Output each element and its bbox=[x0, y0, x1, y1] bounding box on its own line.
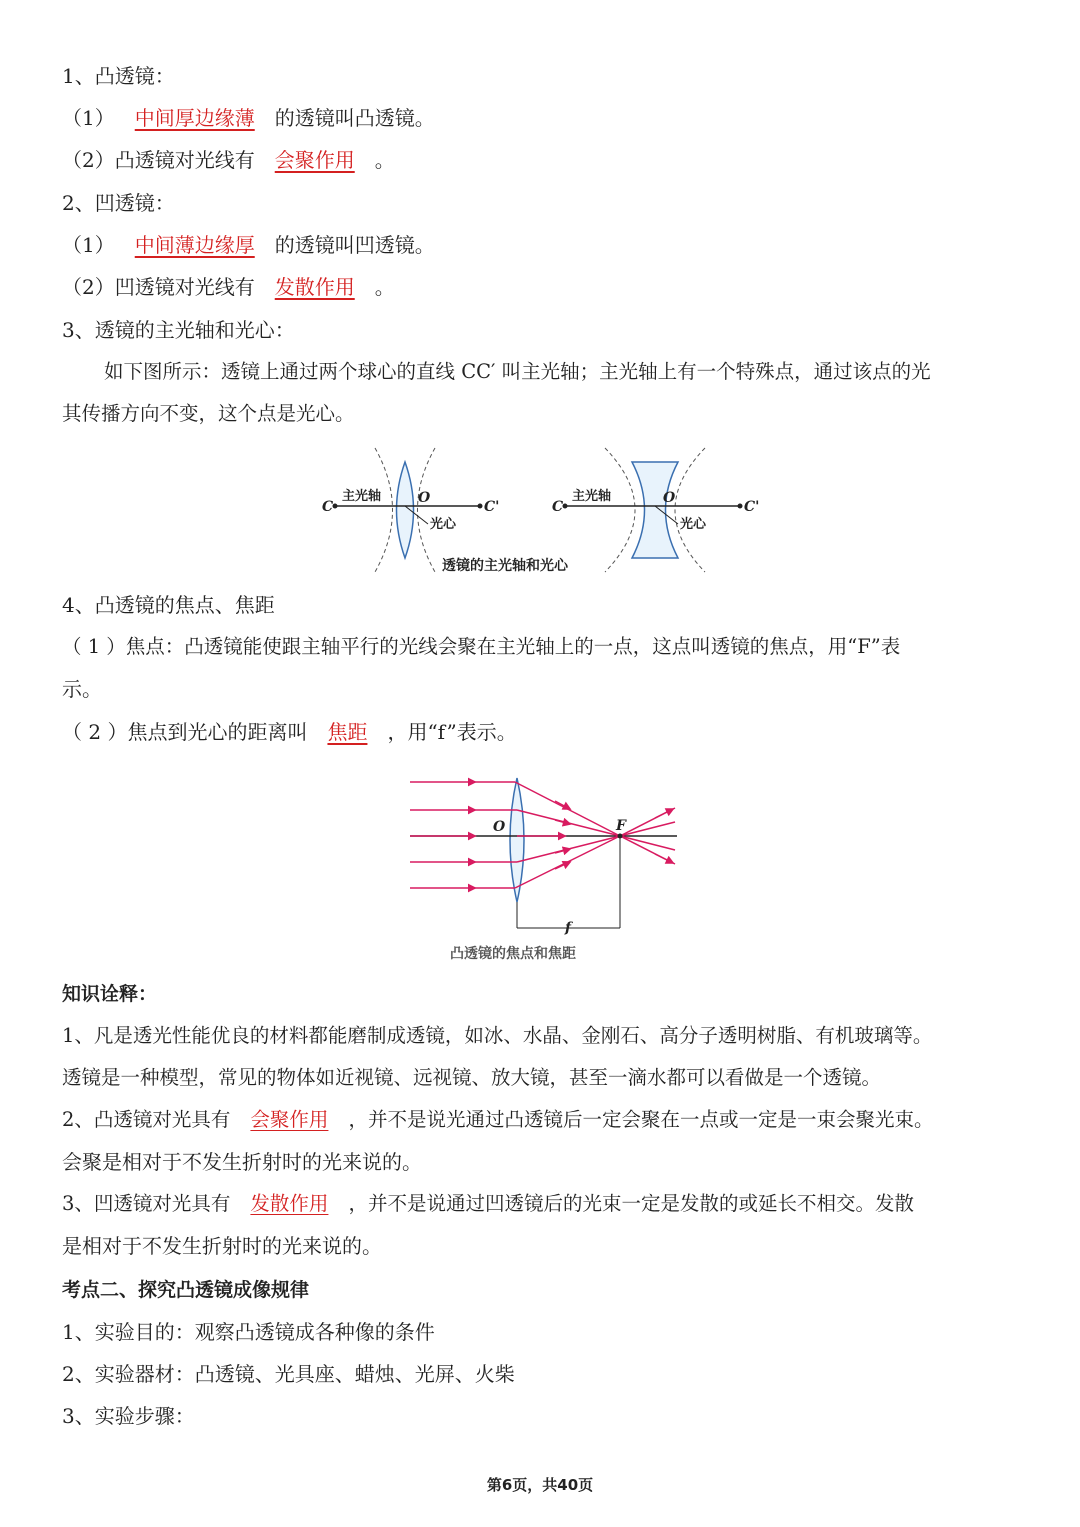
center-label: 光心 bbox=[680, 517, 707, 532]
sentence-tail: 的透镜叫凹透镜。 bbox=[274, 233, 435, 257]
page-number: 第6页，共40页 bbox=[486, 1476, 594, 1494]
answer-blank: 焦距 bbox=[327, 720, 368, 744]
sphere-center-point bbox=[478, 504, 483, 509]
section-focus-title: 4、凸透镜的焦点、焦距 bbox=[62, 593, 275, 617]
section-axis-title: 3、透镜的主光轴和光心： bbox=[62, 318, 295, 342]
o-label: O bbox=[493, 819, 506, 835]
sphere-arc-right bbox=[418, 448, 436, 572]
notes-title: 知识诠释： bbox=[62, 983, 158, 1005]
answer-blank: 发散作用 bbox=[250, 1192, 329, 1215]
answer-blank: 会聚作用 bbox=[274, 148, 355, 172]
o-label: O bbox=[418, 490, 431, 506]
concave-lens-icon bbox=[632, 462, 678, 558]
sphere-center-point bbox=[563, 504, 568, 509]
focal-length-label: f bbox=[565, 920, 572, 936]
sentence-head: （ 2 ）焦点到光心的距离叫 bbox=[62, 720, 308, 744]
note2-line2: 会聚是相对于不发生折射时的光来说的。 bbox=[62, 1150, 422, 1174]
answer-blank: 发散作用 bbox=[274, 275, 355, 299]
item-number: （1） bbox=[62, 233, 115, 257]
focal-length-definition bbox=[62, 718, 517, 746]
figure-focal-point bbox=[405, 760, 685, 965]
convex-definition bbox=[62, 104, 435, 132]
axis-label: 主光轴 bbox=[342, 489, 382, 504]
sphere-center-point bbox=[738, 504, 743, 509]
c-prime-label: C' bbox=[484, 499, 500, 515]
focus-definition-line2: 示。 bbox=[62, 677, 102, 701]
convex-lens-icon bbox=[510, 778, 524, 902]
note1-line2: 透镜是一种模型，常见的物体如近视镜、远视镜、放大镜，甚至一滴水都可以看做是一个透镜。 bbox=[62, 1066, 882, 1089]
note1-line1: 1、凡是透光性能优良的材料都能磨制成透镜，如冰、水晶、金刚石、高分子透明树脂、有机玻璃等。 bbox=[62, 1024, 933, 1047]
center-label: 光心 bbox=[430, 517, 457, 532]
experiment-equipment: 2、实验器材：凸透镜、光具座、蜡烛、光屏、火柴 bbox=[62, 1362, 515, 1386]
light-rays bbox=[410, 782, 675, 888]
sentence-tail: ，用“f”表示。 bbox=[387, 720, 517, 744]
experiment-purpose: 1、实验目的：观察凸透镜成各种像的条件 bbox=[62, 1320, 435, 1344]
convex-lens-icon bbox=[397, 462, 414, 558]
figure-principal-axis bbox=[320, 440, 760, 578]
sentence-tail: 。 bbox=[374, 275, 395, 299]
answer-blank: 中间厚边缘薄 bbox=[134, 106, 255, 130]
sentence-head: （2）凸透镜对光线有 bbox=[62, 148, 255, 172]
item-number: （1） bbox=[62, 106, 115, 130]
sphere-center-point bbox=[333, 504, 338, 509]
note3-line1 bbox=[62, 1190, 914, 1218]
focal-point bbox=[618, 834, 623, 839]
focus-definition-line1: （ 1 ）焦点：凸透镜能使跟主轴平行的光线会聚在主光轴上的一点，这点叫透镜的焦点，用“F”表 bbox=[62, 635, 901, 658]
sphere-arc-left bbox=[605, 448, 635, 572]
axis-description-line1: 如下图所示：透镜上通过两个球心的直线 CC′ 叫主光轴；主光轴上有一个特殊点，通过该点的光 bbox=[104, 360, 931, 383]
sentence-tail: 。 bbox=[374, 148, 395, 172]
sphere-arc-right bbox=[675, 448, 705, 572]
sentence-tail: 的透镜叫凸透镜。 bbox=[274, 106, 435, 130]
c-prime-label: C' bbox=[744, 499, 760, 515]
axis-description-line2: 其传播方向不变，这个点是光心。 bbox=[62, 402, 355, 425]
note3-line2: 是相对于不发生折射时的光来说的。 bbox=[62, 1234, 382, 1258]
exam-title: 考点二、探究凸透镜成像规律 bbox=[62, 1279, 310, 1301]
axis-label: 主光轴 bbox=[572, 489, 612, 504]
experiment-steps: 3、实验步骤： bbox=[62, 1404, 195, 1428]
section-convex-title: 1、凸透镜： bbox=[62, 64, 175, 88]
sentence-head: 3、凹透镜对光具有 bbox=[62, 1192, 231, 1215]
concave-definition bbox=[62, 231, 435, 259]
c-label: C bbox=[552, 499, 564, 515]
sentence-tail: ，并不是说通过凹透镜后的光束一定是发散的或延长不相交。发散 bbox=[348, 1192, 914, 1215]
note2-line1 bbox=[62, 1106, 933, 1134]
sentence-head: （2）凹透镜对光线有 bbox=[62, 275, 255, 299]
figure-caption: 透镜的主光轴和光心 bbox=[442, 558, 568, 574]
sphere-arc-left bbox=[375, 448, 393, 572]
f-point-label: F bbox=[616, 818, 626, 834]
c-label: C bbox=[322, 499, 334, 515]
sentence-tail: ，并不是说光通过凸透镜后一定会聚在一点或一定是一束会聚光束。 bbox=[348, 1108, 934, 1131]
sentence-head: 2、凸透镜对光具有 bbox=[62, 1108, 231, 1131]
figure-caption: 凸透镜的焦点和焦距 bbox=[450, 946, 576, 962]
convex-effect bbox=[62, 146, 395, 174]
o-label: O bbox=[663, 490, 676, 506]
answer-blank: 中间薄边缘厚 bbox=[134, 233, 255, 257]
answer-blank: 会聚作用 bbox=[250, 1108, 329, 1131]
concave-effect bbox=[62, 273, 395, 301]
section-concave-title: 2、凹透镜： bbox=[62, 191, 175, 215]
